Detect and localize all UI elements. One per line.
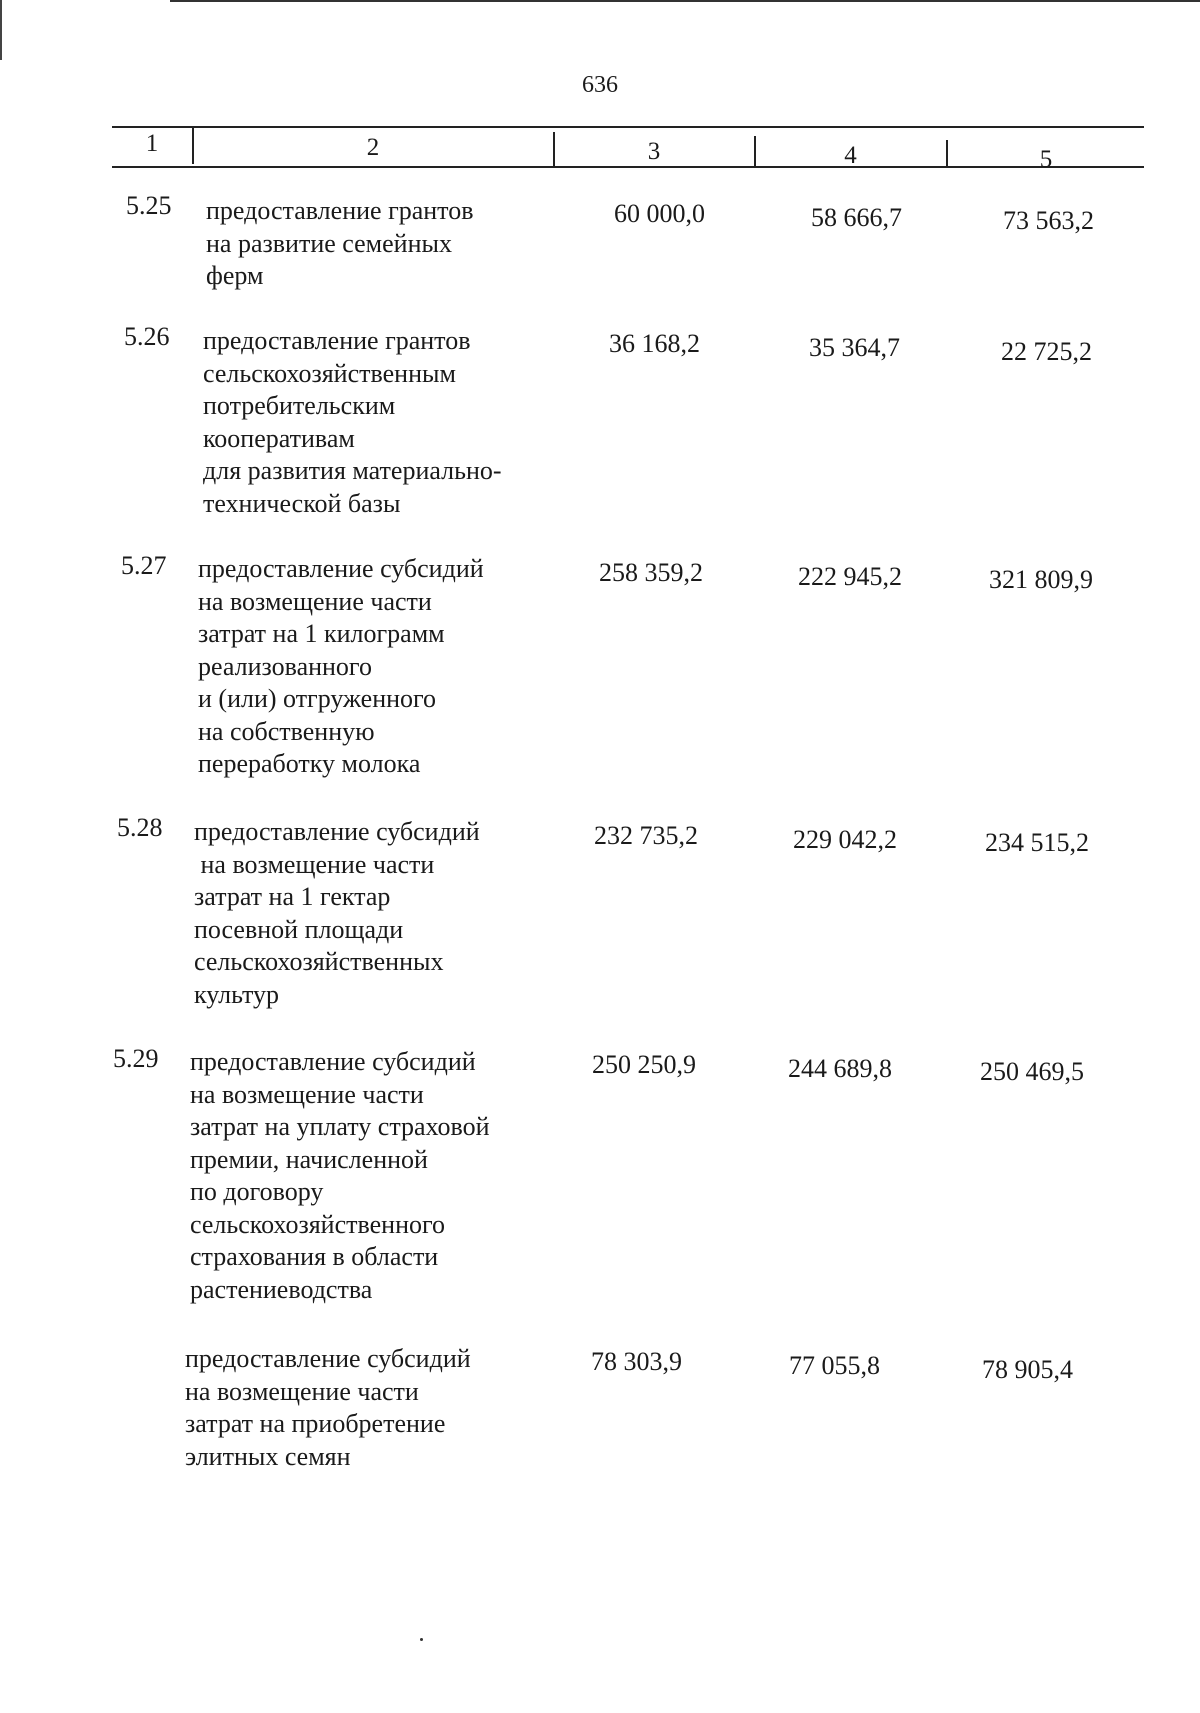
- row-description: [203, 325, 502, 520]
- row-description: [198, 553, 484, 781]
- row-description: [206, 195, 473, 293]
- value-col-3: 78 303,9: [591, 1347, 682, 1376]
- description-line: предоставление грантов: [206, 196, 474, 225]
- description-line: на возмещение части: [185, 1376, 419, 1406]
- description-line: реализованного: [198, 651, 372, 681]
- value-col-3: 232 735,2: [594, 821, 698, 850]
- description-line: сельскохозяйственного: [190, 1209, 445, 1239]
- description-line: на собственную: [198, 716, 375, 746]
- row-description: [185, 1343, 471, 1473]
- description-line: предоставление грантов: [203, 326, 471, 355]
- description-line: на развитие семейных: [206, 228, 452, 258]
- description-line: для развития материально-: [203, 456, 502, 485]
- value-col-3: 250 250,9: [592, 1050, 696, 1079]
- row-number: 5.27: [121, 551, 167, 580]
- description-line: посевной площади: [194, 914, 404, 944]
- value-col-5: 78 905,4: [982, 1355, 1073, 1384]
- description-line: технической базы: [203, 488, 401, 518]
- description-line: затрат на уплату страховой: [190, 1112, 490, 1141]
- table-top-rule: [112, 126, 1144, 128]
- description-line: растениеводства: [190, 1274, 373, 1304]
- value-col-5: 234 515,2: [985, 828, 1089, 857]
- value-col-4: 229 042,2: [793, 825, 897, 854]
- row-number: 5.28: [117, 813, 163, 842]
- description-line: сельскохозяйственным: [203, 358, 456, 388]
- description-line: предоставление субсидий: [190, 1047, 476, 1076]
- description-line: предоставление субсидий: [194, 817, 480, 846]
- description-line: на возмещение части: [190, 1079, 424, 1109]
- description-line: предоставление субсидий: [185, 1344, 471, 1373]
- description-line: на возмещение части: [194, 849, 435, 879]
- value-col-4: 244 689,8: [788, 1054, 892, 1083]
- description-line: затрат на 1 килограмм: [198, 619, 445, 648]
- scan-edge-left: [0, 0, 2, 60]
- value-col-5: 73 563,2: [1003, 206, 1094, 235]
- row-number: 5.25: [126, 191, 172, 220]
- value-col-5: 22 725,2: [1001, 337, 1092, 366]
- value-col-4: 77 055,8: [789, 1351, 880, 1380]
- description-line: по договору: [190, 1177, 324, 1206]
- column-header-2: 2: [366, 134, 380, 161]
- description-line: кооперативам: [203, 423, 355, 453]
- value-col-3: 36 168,2: [609, 329, 700, 358]
- row-description: [194, 816, 480, 1011]
- description-line: страхования в области: [190, 1242, 439, 1271]
- value-col-5: 250 469,5: [980, 1057, 1084, 1086]
- value-col-4: 58 666,7: [811, 203, 902, 232]
- column-header-5: 5: [1039, 146, 1053, 173]
- description-line: затрат на приобретение: [185, 1409, 446, 1438]
- column-header-3: 3: [647, 138, 661, 165]
- description-line: ферм: [206, 261, 264, 290]
- description-line: элитных семян: [185, 1441, 351, 1471]
- value-col-4: 222 945,2: [798, 562, 902, 591]
- value-col-5: 321 809,9: [989, 565, 1093, 594]
- description-line: затрат на 1 гектар: [194, 882, 391, 911]
- description-line: на возмещение части: [198, 586, 432, 616]
- page-number: 636: [582, 72, 618, 98]
- value-col-3: 60 000,0: [614, 199, 705, 228]
- column-header-1: 1: [145, 130, 159, 157]
- description-line: сельскохозяйственных: [194, 947, 444, 976]
- description-line: культур: [194, 979, 279, 1009]
- description-line: и (или) отгруженного: [198, 684, 437, 713]
- row-number: 5.29: [113, 1044, 159, 1073]
- row-number: 5.26: [124, 322, 170, 351]
- column-header-4: 4: [844, 142, 857, 169]
- row-description: [190, 1046, 490, 1306]
- description-line: предоставление субсидий: [198, 554, 484, 583]
- description-line: потребительским: [203, 391, 396, 420]
- description-line: премии, начисленной: [190, 1144, 428, 1174]
- value-col-3: 258 359,2: [599, 558, 703, 587]
- scan-edge-top: [170, 0, 1200, 2]
- description-line: переработку молока: [198, 749, 421, 778]
- value-col-4: 35 364,7: [809, 333, 900, 362]
- scan-speck: [420, 1638, 423, 1641]
